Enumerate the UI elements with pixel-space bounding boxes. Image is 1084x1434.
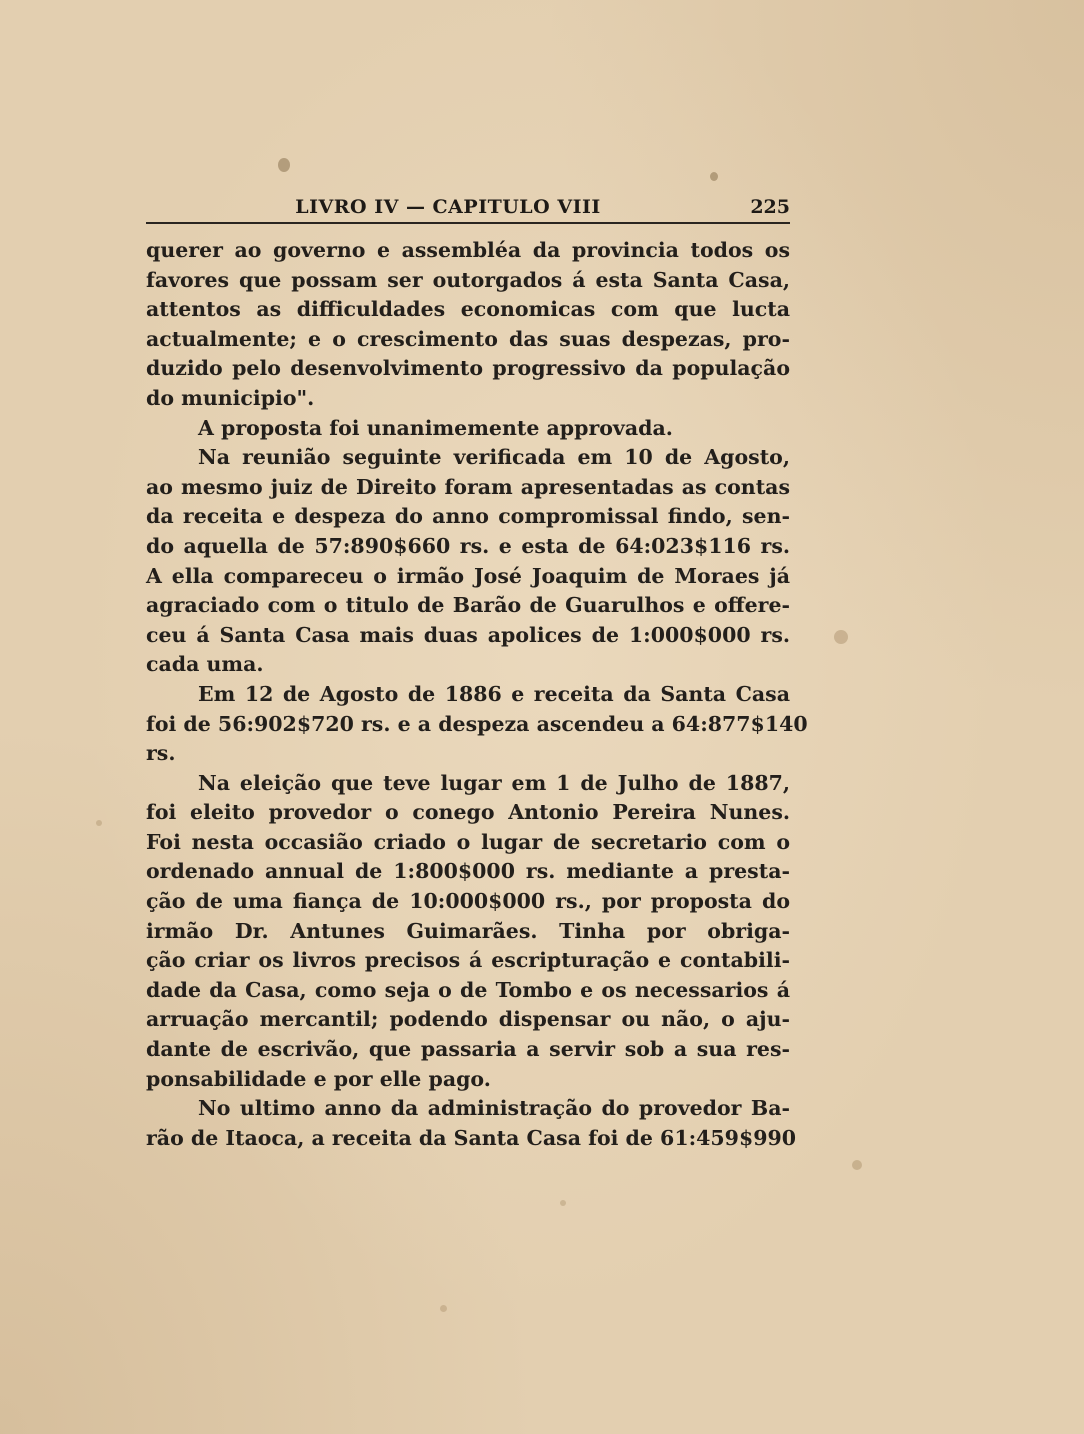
- paper-speck: [834, 630, 848, 644]
- text-line: ceu á Santa Casa mais duas apolices de 1:000$000 rs.: [146, 622, 790, 647]
- paper-speck: [560, 1200, 566, 1206]
- text-line: rão de Itaoca, a receita da Santa Casa foi de 61:459$990: [146, 1125, 796, 1150]
- text-line: da receita e despeza do anno compromissal findo, sen-: [146, 504, 790, 529]
- text-line: ordenado annual de 1:800$000 rs. mediante a presta-: [146, 859, 790, 884]
- text-line: irmão Dr. Antunes Guimarães. Tinha por obriga-: [146, 918, 790, 943]
- text-line: Foi nesta occasião criado o lugar de secretario com o: [146, 829, 790, 854]
- text-line: actualmente; e o crescimento das suas despezas, pro-: [146, 326, 790, 351]
- text-line: dade da Casa, como seja o de Tombo e os necessarios á: [146, 977, 790, 1002]
- paper-speck: [96, 820, 102, 826]
- text-line: duzido pelo desenvolvimento progressivo da população: [146, 356, 790, 381]
- text-line: ao mesmo juiz de Direito foram apresentadas as contas: [146, 474, 790, 499]
- paper-speck: [852, 1160, 862, 1170]
- text-line: Em 12 de Agosto de 1886 e receita da Santa Casa: [198, 681, 790, 706]
- text-line: foi eleito provedor o conego Antonio Pereira Nunes.: [146, 800, 790, 825]
- page-number: 225: [750, 196, 790, 218]
- running-title: LIVRO IV — CAPITULO VIII: [295, 196, 601, 218]
- text-line: A proposta foi unanimemente approvada.: [198, 415, 673, 440]
- text-line: ção de uma fiança de 10:000$000 rs., por proposta do: [146, 889, 790, 914]
- text-line: ponsabilidade e por elle pago.: [146, 1066, 491, 1091]
- running-header: [146, 196, 790, 224]
- text-line: agraciado com o titulo de Barão de Guarulhos e offere-: [146, 593, 790, 618]
- text-line: rs.: [146, 741, 176, 766]
- paper-speck: [710, 172, 718, 181]
- body-text: [146, 236, 808, 1153]
- text-line: favores que possam ser outorgados á esta Santa Casa,: [146, 267, 790, 292]
- text-line: Na eleição que teve lugar em 1 de Julho de 1887,: [198, 770, 790, 795]
- text-line: No ultimo anno da administração do provedor Ba-: [198, 1096, 790, 1121]
- paper-speck: [440, 1305, 447, 1312]
- text-line: querer ao governo e assembléa da provincia todos os: [146, 238, 790, 262]
- text-line: dante de escrivão, que passaria a servir sob a sua res-: [146, 1037, 790, 1062]
- text-line: arruação mercantil; podendo dispensar ou não, o aju-: [146, 1007, 790, 1032]
- text-line: A ella compareceu o irmão José Joaquim de Moraes já: [146, 563, 790, 588]
- text-line: do municipio".: [146, 385, 315, 410]
- text-line: do aquella de 57:890$660 rs. e esta de 64:023$116 rs.: [146, 533, 790, 558]
- text-line: Na reunião seguinte verificada em 10 de Agosto,: [198, 445, 790, 470]
- text-line: ção criar os livros precisos á escripturação e contabili-: [146, 948, 790, 973]
- text-line: foi de 56:902$720 rs. e a despeza ascendeu a 64:877$140: [146, 711, 808, 736]
- paper-speck: [278, 158, 290, 172]
- text-line: attentos as difficuldades economicas com que lucta: [146, 297, 790, 322]
- text-line: cada uma.: [146, 652, 264, 677]
